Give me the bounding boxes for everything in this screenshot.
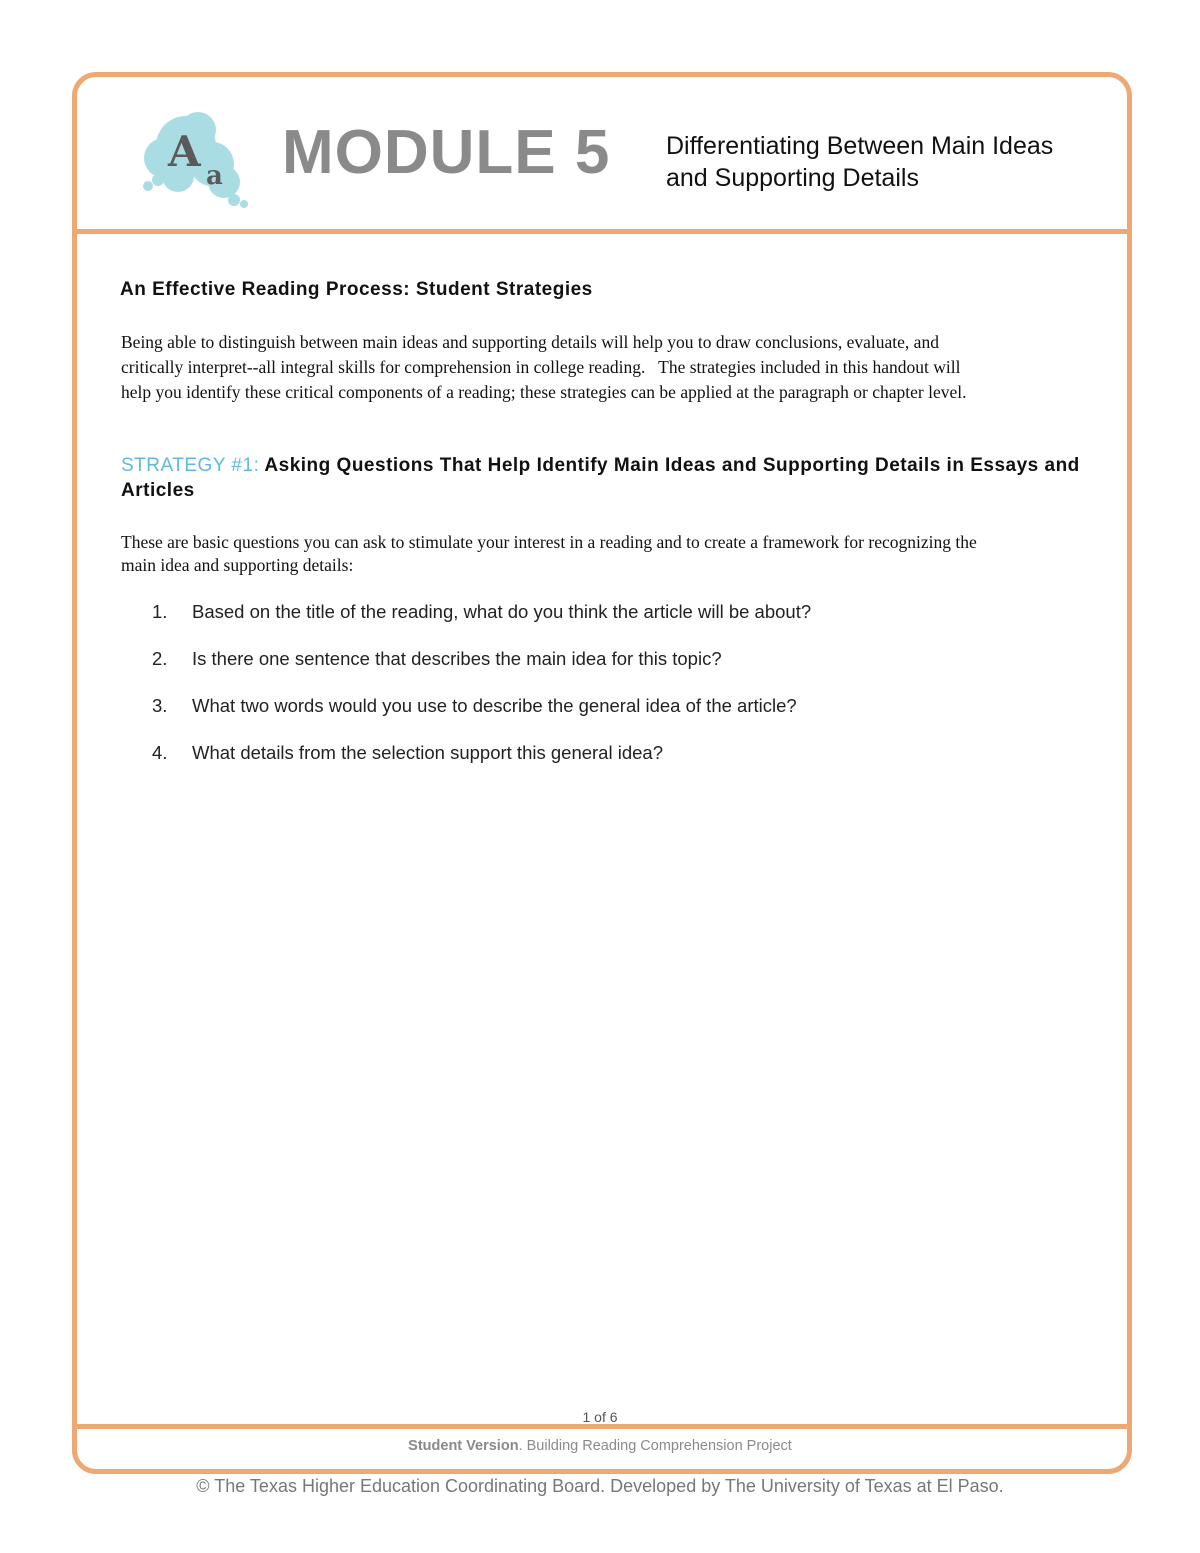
module-subtitle-line: Differentiating Between Main Ideas <box>666 132 1054 160</box>
list-item <box>152 647 811 694</box>
list-item <box>152 600 811 647</box>
version-label: Student Version <box>408 1438 519 1454</box>
logo-letter-upper: A <box>168 127 201 176</box>
strategy-intro-line: main idea and supporting details: <box>121 555 354 575</box>
question-list <box>152 600 811 788</box>
module-subtitle <box>666 130 1053 194</box>
footer-version-line <box>0 1438 1200 1454</box>
strategy-title: Asking Questions That Help Identify Main Ideas and Supporting Details in Essays and Articles <box>121 455 1080 501</box>
intro-paragraph <box>121 330 1081 405</box>
question-text: Is there one sentence that describes the main idea for this topic? <box>192 648 722 669</box>
strategy-heading <box>121 453 1081 503</box>
question-number: 1. <box>152 601 168 622</box>
intro-line: help you identify these critical components of a reading; these strategies can be applied at the paragraph or chapter level. <box>121 382 967 402</box>
project-name: . Building Reading Comprehension Project <box>518 1438 792 1454</box>
header-divider <box>77 229 1127 234</box>
question-number: 4. <box>152 742 168 763</box>
strategy-label: STRATEGY #1: <box>121 455 260 476</box>
logo-letter-lower: a <box>206 161 223 191</box>
list-item <box>152 694 811 741</box>
module-subtitle-line: and Supporting Details <box>666 164 919 192</box>
list-item <box>152 741 811 788</box>
module-logo-icon <box>138 106 250 210</box>
page-number: 1 of 6 <box>582 1409 618 1425</box>
question-number: 2. <box>152 648 168 669</box>
question-number: 3. <box>152 695 168 716</box>
section-heading: An Effective Reading Process: Student Strategies <box>120 279 593 300</box>
copyright-notice: © The Texas Higher Education Coordinating Board. Developed by The University of Texas at El Paso. <box>196 1476 1004 1496</box>
question-text: What details from the selection support this general idea? <box>192 742 663 763</box>
module-title: MODULE 5 <box>282 118 611 187</box>
intro-line: Being able to distinguish between main ideas and supporting details will help you to draw conclusions, evaluate, and <box>121 332 939 352</box>
strategy-intro <box>121 531 1086 577</box>
question-text: Based on the title of the reading, what do you think the article will be about? <box>192 601 812 622</box>
strategy-intro-line: These are basic questions you can ask to stimulate your interest in a reading and to create a framework for recognizing the <box>121 532 977 552</box>
intro-line: critically interpret--all integral skills for comprehension in college reading. The strategies included in this handout will <box>121 357 961 377</box>
question-text: What two words would you use to describe the general idea of the article? <box>192 695 797 716</box>
